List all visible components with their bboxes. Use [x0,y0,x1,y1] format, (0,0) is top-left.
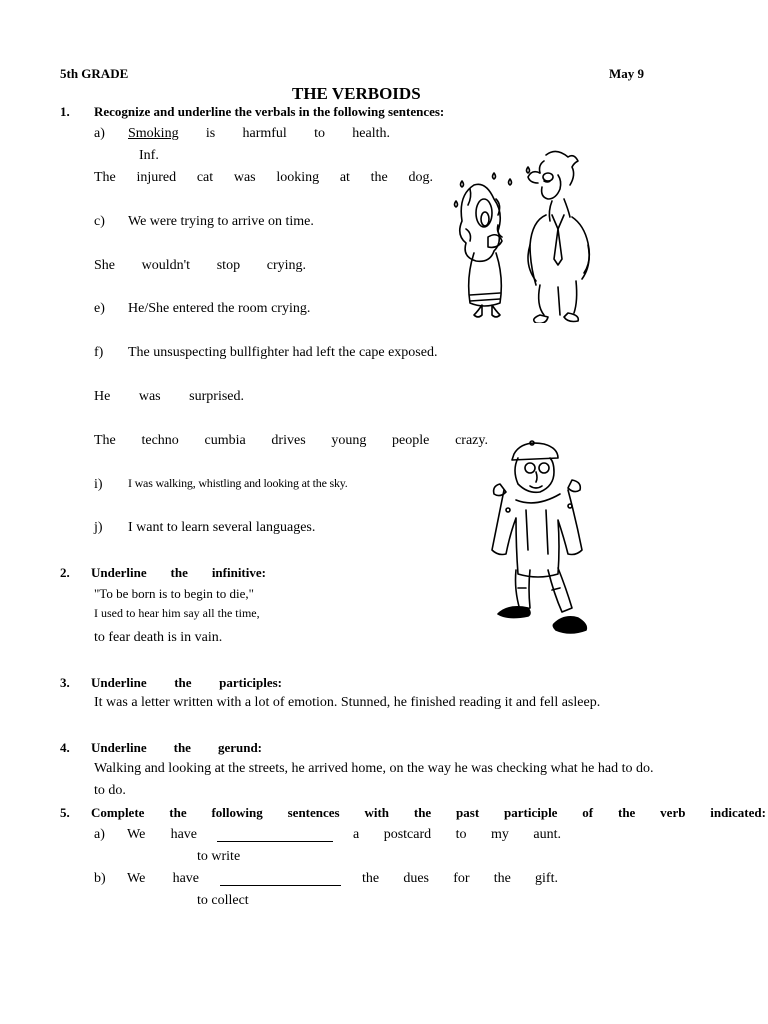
q5-heading-word: the [169,805,187,820]
man-holding-shirt-illustration [486,440,592,644]
q1-i-text: I was walking, whistling and looking at the sky. [128,476,348,490]
q1-h-word: drives [271,433,306,448]
q3-heading-word: Underline [91,675,147,690]
q3-heading-word: participles: [219,675,282,690]
q1-f-text: The unsuspecting bullfighter had left the cape exposed. [128,345,438,360]
q5-b-pre-word: have [172,871,199,886]
q5-heading-word: past [456,805,480,820]
q5-a-post-word: a [353,827,360,842]
q2-line2: I used to hear him say all the time, [94,606,260,620]
q1-number: 1. [60,104,70,119]
q1-j-label: j) [94,520,103,535]
q5-a-post-word: aunt. [533,827,561,842]
q5-b-post [362,872,558,886]
q3-heading-word: the [174,675,192,690]
q5-a-pre [127,828,197,842]
q2-heading [91,566,266,579]
q1-b-word: was [233,170,256,185]
q1-a-word: is [205,126,216,141]
q5-a-answer-blank[interactable] [217,830,333,842]
q5-b-post-word: the [493,871,511,886]
q1-d-word: stop [216,258,241,273]
q2-line1: "To be born is to begin to die," [94,586,254,601]
q1-d-word: crying. [266,258,306,273]
q5-heading-word: sentences [287,805,340,820]
q1-h-word: young [331,433,367,448]
q5-a-post-word: to [455,827,467,842]
q1-d-sentence [94,259,306,273]
q5-heading-word: Complete [91,805,145,820]
q5-b-label: b) [94,871,106,886]
q5-b-answer-blank[interactable] [220,874,341,886]
q5-heading-word: the [413,805,432,820]
q1-b-word: injured [136,170,177,185]
q1-h-word: techno [141,433,179,448]
q1-h-word: The [94,433,116,448]
q4-heading-word: the [173,740,191,755]
q5-b-hint: to collect [197,893,249,908]
q5-heading-word: participle [504,805,558,820]
q1-j-text: I want to learn several languages. [128,520,316,535]
q1-a-sentence [128,127,390,141]
q2-heading-word: the [170,565,188,580]
q2-number: 2. [60,565,70,580]
page-title: THE VERBOIDS [292,84,421,103]
q1-b-sentence [94,171,433,185]
q2-line3: to fear death is in vain. [94,630,223,645]
q5-a-pre-word: We [127,827,146,842]
q5-heading-word: indicated: [710,805,766,820]
q4-heading-word: Underline [91,740,147,755]
q5-a-post-word: my [491,827,509,842]
q5-b-post-word: the [362,871,380,886]
q5-b-pre [127,872,199,886]
q4-text-line2: to do. [94,783,126,798]
q5-heading-word: following [211,805,263,820]
q1-g-sentence [94,390,244,404]
q1-h-sentence [94,434,488,448]
q1-b-word: cat [196,170,214,185]
q1-c-label: c) [94,214,105,229]
q3-number: 3. [60,675,70,690]
q1-a-word: harmful [242,126,287,141]
q1-c-text: We were trying to arrive on time. [128,214,314,229]
q1-b-word: The [94,170,116,185]
q5-b-pre-word: We [127,871,146,886]
q1-e-text: He/She entered the room crying. [128,301,311,316]
q5-number: 5. [60,805,70,820]
q5-a-post-word: postcard [383,827,432,842]
q4-text-line1: Walking and looking at the streets, he arrived home, on the way he was checking what he had to do. [94,761,654,776]
q1-b-word: looking [276,170,320,185]
q1-i-label: i) [94,477,103,492]
grade-label: 5th GRADE [60,66,129,81]
q5-a-pre-word: have [170,827,197,842]
q1-h-word: cumbia [204,433,246,448]
q1-b-word: at [339,170,350,185]
q5-b-post-word: dues [403,871,429,886]
q1-g-word: was [138,389,161,404]
q1-f-label: f) [94,345,104,360]
q1-a-word: to [314,126,325,141]
crying-couple-illustration [448,145,596,323]
q5-heading-word: verb [660,805,686,820]
q2-heading-word: infinitive: [211,565,266,580]
q5-heading-word: the [617,805,636,820]
q5-a-post [353,828,561,842]
q5-heading-word: of [582,805,594,820]
date-label: May 9 [609,66,645,81]
q1-a-word: Smoking [128,126,179,141]
q1-a-note: Inf. [139,148,159,163]
q1-g-word: surprised. [189,389,244,404]
q2-heading-word: Underline [91,565,147,580]
q1-instruction: Recognize and underline the verbals in the following sentences: [94,104,445,119]
q5-b-post-word: gift. [535,871,558,886]
q1-d-word: wouldn't [141,258,191,273]
q1-h-word: crazy. [455,433,488,448]
q1-d-word: She [94,258,115,273]
q5-b-post-word: for [453,871,470,886]
q4-heading-word: gerund: [217,740,262,755]
q5-heading [91,806,766,819]
q1-b-word: dog. [408,170,433,185]
q1-a-word: health. [352,126,390,141]
q5-a-label: a) [94,827,105,842]
q3-heading [91,676,282,689]
q3-text: It was a letter written with a lot of emotion. Stunned, he finished reading it and fell asleep. [94,695,601,710]
q5-a-hint: to write [197,849,241,864]
q4-heading [91,741,262,754]
q5-heading-word: with [364,805,390,820]
q1-g-word: He [94,389,111,404]
q1-b-word: the [370,170,388,185]
q1-h-word: people [392,433,430,448]
q1-e-label: e) [94,301,105,316]
q4-number: 4. [60,740,70,755]
q1-a-label: a) [94,126,105,141]
